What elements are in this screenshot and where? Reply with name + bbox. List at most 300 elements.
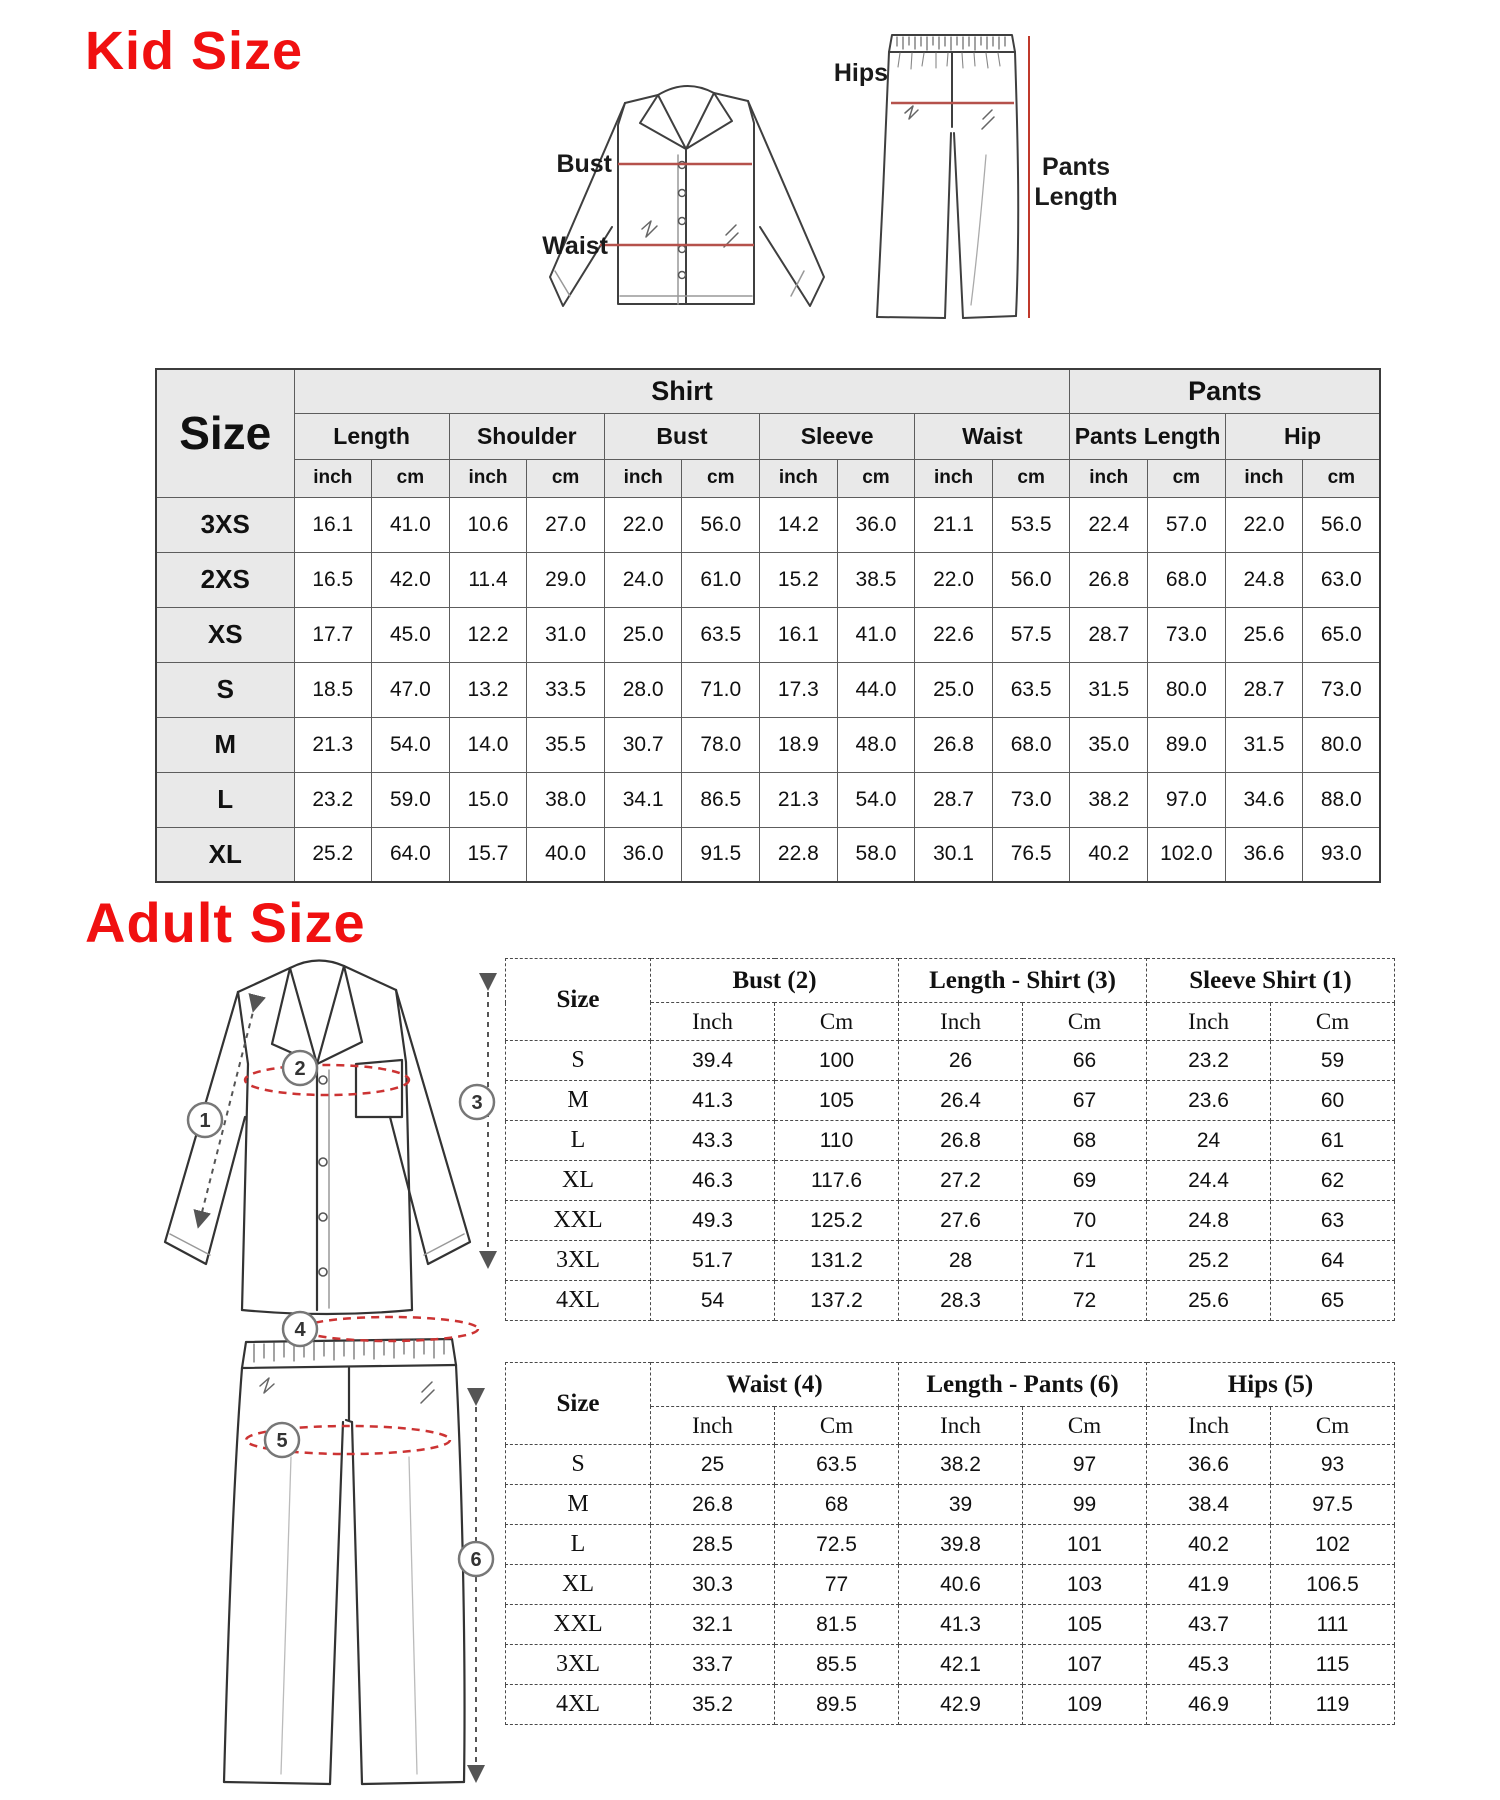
kid-table-value-cell: 45.0 <box>372 607 450 662</box>
adult-pants-table-value-cell: 77 <box>775 1565 899 1605</box>
kid-table-value-cell: 17.3 <box>760 662 838 717</box>
kid-table-value-cell: 10.6 <box>449 497 527 552</box>
adult-shirt-table-row <box>506 1081 1395 1121</box>
adult-hips-header: Hips (5) <box>1147 1363 1395 1407</box>
svg-text:3: 3 <box>471 1092 483 1114</box>
adult-shirt-table-value-cell: 49.3 <box>651 1201 775 1241</box>
adult-pants-table-value-cell: 35.2 <box>651 1685 775 1725</box>
kid-table-value-cell: 73.0 <box>1148 607 1226 662</box>
kid-table-value-cell: 28.7 <box>915 772 993 827</box>
adult-pants-table-value-cell: 38.2 <box>899 1445 1023 1485</box>
adult-shirt-table-size-label: L <box>506 1121 651 1161</box>
adult-shirt-table-value-cell: 51.7 <box>651 1241 775 1281</box>
adult-measure-4-marker <box>283 1312 317 1346</box>
kid-table-value-cell: 18.5 <box>294 662 372 717</box>
adult-measure-1-marker <box>188 1103 222 1137</box>
adult-pants-size-header: Size <box>506 1363 651 1445</box>
adult-shirt-group-row <box>506 959 1395 1003</box>
adult-pants-table-value-cell: 109 <box>1023 1685 1147 1725</box>
adult-pants-table-value-cell: 25 <box>651 1445 775 1485</box>
kid-measure-sleeve: Sleeve <box>760 413 915 459</box>
kid-measure-pants-length: Pants Length <box>1070 413 1225 459</box>
adult-pants-table-value-cell: 97.5 <box>1271 1485 1395 1525</box>
adult-shirt-table-value-cell: 131.2 <box>775 1241 899 1281</box>
kid-table-value-cell: 53.5 <box>992 497 1070 552</box>
kid-table-value-cell: 38.5 <box>837 552 915 607</box>
adult-pants-table-value-cell: 42.9 <box>899 1685 1023 1725</box>
adult-pants-drawing <box>224 1339 465 1784</box>
kid-unit-inch: inch <box>1070 459 1148 497</box>
kid-table-row <box>156 772 1380 827</box>
kid-unit-inch: inch <box>604 459 682 497</box>
kid-table-size-label: S <box>156 662 294 717</box>
kid-table-value-cell: 14.0 <box>449 717 527 772</box>
kid-shirt-drawing <box>550 86 824 306</box>
kid-table-value-cell: 38.0 <box>527 772 605 827</box>
adult-shirt-table-row <box>506 1121 1395 1161</box>
kid-unit-cm: cm <box>527 459 605 497</box>
kid-measure-shoulder: Shoulder <box>449 413 604 459</box>
adult-shirt-table-value-cell: 23.2 <box>1147 1041 1271 1081</box>
kid-unit-cm: cm <box>837 459 915 497</box>
kid-table-value-cell: 31.0 <box>527 607 605 662</box>
kid-pants-length-label-line2: Length <box>1034 183 1118 211</box>
kid-table-value-cell: 47.0 <box>372 662 450 717</box>
kid-table-value-cell: 25.0 <box>915 662 993 717</box>
kid-table-value-cell: 27.0 <box>527 497 605 552</box>
adult-shirt-table-size-label: XL <box>506 1161 651 1201</box>
kid-hips-label: Hips <box>833 59 888 87</box>
kid-table-value-cell: 18.9 <box>760 717 838 772</box>
adult-shirt-table-value-cell: 62 <box>1271 1161 1395 1201</box>
kid-table-value-cell: 36.6 <box>1225 827 1303 882</box>
adult-pants-table-value-cell: 85.5 <box>775 1645 899 1685</box>
svg-text:2: 2 <box>294 1058 306 1080</box>
svg-text:6: 6 <box>470 1549 482 1571</box>
adult-bust-header: Bust (2) <box>651 959 899 1003</box>
kid-table-value-cell: 97.0 <box>1148 772 1226 827</box>
adult-pants-table-size-label: 3XL <box>506 1645 651 1685</box>
adult-pants-table-row <box>506 1445 1395 1485</box>
adult-shirt-table-value-cell: 25.6 <box>1147 1281 1271 1321</box>
adult-shirt-table-value-cell: 69 <box>1023 1161 1147 1201</box>
kid-table-value-cell: 57.0 <box>1148 497 1226 552</box>
adult-pants-table-size-label: M <box>506 1485 651 1525</box>
kid-table-row <box>156 662 1380 717</box>
kid-table-value-cell: 40.2 <box>1070 827 1148 882</box>
kid-table-value-cell: 22.0 <box>915 552 993 607</box>
kid-table-value-cell: 68.0 <box>1148 552 1226 607</box>
kid-pants-drawing <box>877 35 1018 318</box>
adult-shirt-table-value-cell: 24.8 <box>1147 1201 1271 1241</box>
adult-shirt-table-row <box>506 1161 1395 1201</box>
kid-table-value-cell: 88.0 <box>1303 772 1381 827</box>
adult-shirt-table-value-cell: 105 <box>775 1081 899 1121</box>
kid-table-value-cell: 80.0 <box>1303 717 1381 772</box>
adult-shirt-table-value-cell: 60 <box>1271 1081 1395 1121</box>
kid-table-value-cell: 25.2 <box>294 827 372 882</box>
adult-shirt-table-size-label: 4XL <box>506 1281 651 1321</box>
kid-table-value-cell: 38.2 <box>1070 772 1148 827</box>
kid-unit-inch: inch <box>1225 459 1303 497</box>
kid-table-value-cell: 25.6 <box>1225 607 1303 662</box>
adult-shirt-table-value-cell: 137.2 <box>775 1281 899 1321</box>
kid-table-value-cell: 16.1 <box>760 607 838 662</box>
kid-table-size-label: L <box>156 772 294 827</box>
kid-table-value-cell: 28.7 <box>1070 607 1148 662</box>
kid-measure-length: Length <box>294 413 449 459</box>
adult-shirt-table-value-cell: 26.4 <box>899 1081 1023 1121</box>
kid-table-value-cell: 22.4 <box>1070 497 1148 552</box>
kid-size-table <box>155 368 1381 883</box>
adult-measurement-diagram <box>110 952 510 1800</box>
adult-pants-table-row <box>506 1685 1395 1725</box>
adult-pants-table-value-cell: 102 <box>1271 1525 1395 1565</box>
kid-size-header: Size <box>156 369 294 497</box>
adult-unit-inch: Inch <box>651 1003 775 1041</box>
adult-shirt-table-size-label: XXL <box>506 1201 651 1241</box>
kid-table-row <box>156 607 1380 662</box>
adult-sleeve-header: Sleeve Shirt (1) <box>1147 959 1395 1003</box>
adult-shirt-table-value-cell: 27.6 <box>899 1201 1023 1241</box>
kid-table-measure-row <box>156 413 1380 459</box>
adult-pants-table-value-cell: 93 <box>1271 1445 1395 1485</box>
kid-table-value-cell: 21.3 <box>760 772 838 827</box>
kid-table-value-cell: 11.4 <box>449 552 527 607</box>
kid-size-heading: Kid Size <box>85 21 304 81</box>
adult-pants-table-value-cell: 40.2 <box>1147 1525 1271 1565</box>
adult-shirt-table-value-cell: 39.4 <box>651 1041 775 1081</box>
adult-pants-table-value-cell: 101 <box>1023 1525 1147 1565</box>
kid-table-value-cell: 22.6 <box>915 607 993 662</box>
kid-table-value-cell: 59.0 <box>372 772 450 827</box>
adult-shirt-table-value-cell: 54 <box>651 1281 775 1321</box>
adult-unit-cm: Cm <box>775 1003 899 1041</box>
kid-table-value-cell: 26.8 <box>1070 552 1148 607</box>
adult-shirt-table-row <box>506 1281 1395 1321</box>
kid-table-value-cell: 54.0 <box>372 717 450 772</box>
adult-unit-inch: Inch <box>899 1003 1023 1041</box>
kid-table-value-cell: 15.2 <box>760 552 838 607</box>
kid-table-value-cell: 24.8 <box>1225 552 1303 607</box>
adult-shirt-table-value-cell: 28.3 <box>899 1281 1023 1321</box>
adult-pants-table-value-cell: 42.1 <box>899 1645 1023 1685</box>
kid-unit-inch: inch <box>294 459 372 497</box>
kid-measure-hip: Hip <box>1225 413 1380 459</box>
adult-shirt-table-value-cell: 68 <box>1023 1121 1147 1161</box>
adult-pants-table-value-cell: 39 <box>899 1485 1023 1525</box>
kid-table-value-cell: 56.0 <box>992 552 1070 607</box>
adult-pants-table-value-cell: 81.5 <box>775 1605 899 1645</box>
kid-table-value-cell: 58.0 <box>837 827 915 882</box>
kid-table-value-cell: 16.1 <box>294 497 372 552</box>
adult-unit-cm: Cm <box>1023 1003 1147 1041</box>
kid-table-value-cell: 89.0 <box>1148 717 1226 772</box>
kid-table-group-row <box>156 369 1380 413</box>
kid-table-value-cell: 36.0 <box>604 827 682 882</box>
kid-unit-cm: cm <box>1148 459 1226 497</box>
adult-pants-table-value-cell: 72.5 <box>775 1525 899 1565</box>
kid-table-value-cell: 29.0 <box>527 552 605 607</box>
kid-table-value-cell: 41.0 <box>372 497 450 552</box>
adult-shirt-size-header: Size <box>506 959 651 1041</box>
adult-shirt-table-value-cell: 65 <box>1271 1281 1395 1321</box>
kid-table-value-cell: 57.5 <box>992 607 1070 662</box>
adult-unit-cm: Cm <box>1271 1003 1395 1041</box>
kid-table-value-cell: 102.0 <box>1148 827 1226 882</box>
kid-unit-cm: cm <box>992 459 1070 497</box>
adult-pants-table-size-label: L <box>506 1525 651 1565</box>
adult-shirt-table-value-cell: 125.2 <box>775 1201 899 1241</box>
kid-table-size-label: 2XS <box>156 552 294 607</box>
adult-shirt-table-value-cell: 71 <box>1023 1241 1147 1281</box>
kid-table-value-cell: 63.5 <box>682 607 760 662</box>
kid-table-value-cell: 61.0 <box>682 552 760 607</box>
kid-measure-waist: Waist <box>915 413 1070 459</box>
adult-pants-table-row <box>506 1565 1395 1605</box>
kid-table-value-cell: 56.0 <box>682 497 760 552</box>
adult-unit-inch: Inch <box>1147 1407 1271 1445</box>
kid-table-value-cell: 14.2 <box>760 497 838 552</box>
adult-waist-header: Waist (4) <box>651 1363 899 1407</box>
kid-table-size-label: M <box>156 717 294 772</box>
adult-pants-table-value-cell: 97 <box>1023 1445 1147 1485</box>
adult-pants-table-row <box>506 1645 1395 1685</box>
kid-unit-cm: cm <box>682 459 760 497</box>
adult-pants-table-value-cell: 32.1 <box>651 1605 775 1645</box>
adult-unit-inch: Inch <box>651 1407 775 1445</box>
adult-measure-2-marker <box>283 1051 317 1085</box>
adult-shirt-table-value-cell: 43.3 <box>651 1121 775 1161</box>
kid-table-value-cell: 21.3 <box>294 717 372 772</box>
adult-shirt-table-value-cell: 26.8 <box>899 1121 1023 1161</box>
kid-table-row <box>156 827 1380 882</box>
kid-bust-label: Bust <box>556 150 612 178</box>
kid-table-value-cell: 68.0 <box>992 717 1070 772</box>
adult-pants-table-value-cell: 106.5 <box>1271 1565 1395 1605</box>
kid-table-value-cell: 73.0 <box>992 772 1070 827</box>
kid-unit-inch: inch <box>449 459 527 497</box>
kid-table-value-cell: 78.0 <box>682 717 760 772</box>
kid-table-value-cell: 63.0 <box>1303 552 1381 607</box>
kid-table-value-cell: 71.0 <box>682 662 760 717</box>
kid-table-value-cell: 56.0 <box>1303 497 1381 552</box>
kid-table-value-cell: 76.5 <box>992 827 1070 882</box>
kid-table-value-cell: 54.0 <box>837 772 915 827</box>
kid-unit-inch: inch <box>760 459 838 497</box>
kid-table-value-cell: 30.1 <box>915 827 993 882</box>
adult-pants-table-value-cell: 103 <box>1023 1565 1147 1605</box>
kid-table-value-cell: 26.8 <box>915 717 993 772</box>
kid-table-value-cell: 31.5 <box>1070 662 1148 717</box>
kid-table-row <box>156 717 1380 772</box>
kid-table-value-cell: 64.0 <box>372 827 450 882</box>
kid-waist-label: Waist <box>542 232 608 260</box>
adult-shirt-table-value-cell: 24 <box>1147 1121 1271 1161</box>
kid-table-value-cell: 15.7 <box>449 827 527 882</box>
kid-table-value-cell: 22.0 <box>1225 497 1303 552</box>
kid-table-value-cell: 35.0 <box>1070 717 1148 772</box>
adult-unit-cm: Cm <box>775 1407 899 1445</box>
kid-table-value-cell: 34.1 <box>604 772 682 827</box>
adult-shirt-table-value-cell: 59 <box>1271 1041 1395 1081</box>
adult-measure-6-marker <box>459 1542 493 1576</box>
kid-table-value-cell: 13.2 <box>449 662 527 717</box>
kid-table-value-cell: 65.0 <box>1303 607 1381 662</box>
kid-table-value-cell: 22.8 <box>760 827 838 882</box>
adult-shirt-table-value-cell: 66 <box>1023 1041 1147 1081</box>
kid-table-value-cell: 73.0 <box>1303 662 1381 717</box>
adult-pants-table-size-label: XXL <box>506 1605 651 1645</box>
adult-measure-5-marker <box>265 1423 299 1457</box>
svg-text:1: 1 <box>199 1110 211 1132</box>
adult-pants-table-value-cell: 36.6 <box>1147 1445 1271 1485</box>
adult-pants-table-value-cell: 105 <box>1023 1605 1147 1645</box>
adult-waist-ellipse <box>302 1317 478 1341</box>
kid-table-value-cell: 93.0 <box>1303 827 1381 882</box>
adult-shirt-table-value-cell: 61 <box>1271 1121 1395 1161</box>
adult-pants-table-value-cell: 28.5 <box>651 1525 775 1565</box>
kid-table-value-cell: 48.0 <box>837 717 915 772</box>
adult-shirt-table-value-cell: 70 <box>1023 1201 1147 1241</box>
kid-table-unit-row <box>156 459 1380 497</box>
adult-pants-table-value-cell: 41.3 <box>899 1605 1023 1645</box>
adult-shirt-table-value-cell: 64 <box>1271 1241 1395 1281</box>
adult-pants-table-value-cell: 45.3 <box>1147 1645 1271 1685</box>
adult-pants-table-value-cell: 63.5 <box>775 1445 899 1485</box>
kid-unit-inch: inch <box>915 459 993 497</box>
adult-pants-table-value-cell: 89.5 <box>775 1685 899 1725</box>
adult-unit-cm: Cm <box>1271 1407 1395 1445</box>
adult-pants-table-size-label: 4XL <box>506 1685 651 1725</box>
kid-table-value-cell: 24.0 <box>604 552 682 607</box>
adult-pants-table-row <box>506 1605 1395 1645</box>
kid-table-value-cell: 35.5 <box>527 717 605 772</box>
adult-pants-table-value-cell: 46.9 <box>1147 1685 1271 1725</box>
adult-pants-table-value-cell: 107 <box>1023 1645 1147 1685</box>
adult-unit-inch: Inch <box>1147 1003 1271 1041</box>
kid-table-value-cell: 12.2 <box>449 607 527 662</box>
adult-shirt-table-size-label: S <box>506 1041 651 1081</box>
adult-pants-table-value-cell: 38.4 <box>1147 1485 1271 1525</box>
adult-pants-length-header: Length - Pants (6) <box>899 1363 1147 1407</box>
kid-table-value-cell: 16.5 <box>294 552 372 607</box>
kid-table-row <box>156 497 1380 552</box>
adult-shirt-table-value-cell: 41.3 <box>651 1081 775 1121</box>
kid-table-value-cell: 30.7 <box>604 717 682 772</box>
adult-pants-table-row <box>506 1525 1395 1565</box>
kid-measurement-diagram <box>400 15 1120 325</box>
kid-shirt-group-header: Shirt <box>294 369 1070 413</box>
kid-unit-cm: cm <box>372 459 450 497</box>
adult-pants-table-value-cell: 115 <box>1271 1645 1395 1685</box>
adult-pants-table-size-label: XL <box>506 1565 651 1605</box>
kid-unit-cm: cm <box>1303 459 1381 497</box>
adult-shirt-table-value-cell: 27.2 <box>899 1161 1023 1201</box>
adult-pants-table-value-cell: 119 <box>1271 1685 1395 1725</box>
adult-pants-table-value-cell: 43.7 <box>1147 1605 1271 1645</box>
kid-pants-length-label-line1: Pants <box>1041 153 1111 181</box>
kid-table-value-cell: 15.0 <box>449 772 527 827</box>
adult-pants-group-row <box>506 1363 1395 1407</box>
kid-measure-bust: Bust <box>604 413 759 459</box>
adult-shirt-table-size-label: M <box>506 1081 651 1121</box>
kid-table-value-cell: 21.1 <box>915 497 993 552</box>
adult-shirt-table-value-cell: 25.2 <box>1147 1241 1271 1281</box>
adult-pants-table-value-cell: 99 <box>1023 1485 1147 1525</box>
adult-shirt-table-row <box>506 1241 1395 1281</box>
kid-pants-group-header: Pants <box>1070 369 1380 413</box>
adult-shirt-table-value-cell: 24.4 <box>1147 1161 1271 1201</box>
adult-shirt-table-value-cell: 67 <box>1023 1081 1147 1121</box>
adult-measure-3-marker <box>460 1085 494 1119</box>
kid-table-value-cell: 17.7 <box>294 607 372 662</box>
adult-shirt-table-value-cell: 26 <box>899 1041 1023 1081</box>
adult-shirt-table-value-cell: 63 <box>1271 1201 1395 1241</box>
kid-table-size-label: XL <box>156 827 294 882</box>
adult-pants-table-value-cell: 40.6 <box>899 1565 1023 1605</box>
svg-text:5: 5 <box>276 1430 288 1452</box>
kid-table-value-cell: 42.0 <box>372 552 450 607</box>
kid-shirt-buttons <box>679 162 686 279</box>
kid-table-value-cell: 34.6 <box>1225 772 1303 827</box>
adult-shirt-table-size-label: 3XL <box>506 1241 651 1281</box>
adult-pants-table-value-cell: 33.7 <box>651 1645 775 1685</box>
kid-table-value-cell: 86.5 <box>682 772 760 827</box>
adult-pants-table-value-cell: 39.8 <box>899 1525 1023 1565</box>
adult-shirt-table-value-cell: 72 <box>1023 1281 1147 1321</box>
kid-table-value-cell: 28.7 <box>1225 662 1303 717</box>
kid-table-value-cell: 44.0 <box>837 662 915 717</box>
adult-shirt-table-value-cell: 117.6 <box>775 1161 899 1201</box>
kid-table-value-cell: 63.5 <box>992 662 1070 717</box>
adult-shirt-table-value-cell: 100 <box>775 1041 899 1081</box>
adult-size-heading: Adult Size <box>85 891 366 954</box>
adult-shirt-table-value-cell: 46.3 <box>651 1161 775 1201</box>
adult-shirt-size-table <box>505 958 1395 1321</box>
kid-table-value-cell: 22.0 <box>604 497 682 552</box>
kid-table-value-cell: 31.5 <box>1225 717 1303 772</box>
adult-pants-table-row <box>506 1485 1395 1525</box>
kid-table-row <box>156 552 1380 607</box>
adult-pants-table-value-cell: 111 <box>1271 1605 1395 1645</box>
svg-text:4: 4 <box>294 1319 306 1341</box>
kid-table-value-cell: 28.0 <box>604 662 682 717</box>
adult-unit-inch: Inch <box>899 1407 1023 1445</box>
adult-unit-cm: Cm <box>1023 1407 1147 1445</box>
kid-table-value-cell: 41.0 <box>837 607 915 662</box>
kid-table-value-cell: 80.0 <box>1148 662 1226 717</box>
kid-table-value-cell: 23.2 <box>294 772 372 827</box>
adult-shirt-table-value-cell: 23.6 <box>1147 1081 1271 1121</box>
adult-shirt-table-row <box>506 1201 1395 1241</box>
kid-table-value-cell: 25.0 <box>604 607 682 662</box>
adult-shirt-length-header: Length - Shirt (3) <box>899 959 1147 1003</box>
adult-pants-size-table <box>505 1362 1395 1725</box>
adult-shirt-table-row <box>506 1041 1395 1081</box>
kid-table-value-cell: 40.0 <box>527 827 605 882</box>
adult-pants-table-value-cell: 68 <box>775 1485 899 1525</box>
kid-table-value-cell: 91.5 <box>682 827 760 882</box>
kid-table-value-cell: 33.5 <box>527 662 605 717</box>
adult-shirt-table-value-cell: 28 <box>899 1241 1023 1281</box>
kid-table-size-label: XS <box>156 607 294 662</box>
adult-pants-table-value-cell: 30.3 <box>651 1565 775 1605</box>
kid-table-value-cell: 36.0 <box>837 497 915 552</box>
adult-pants-table-value-cell: 41.9 <box>1147 1565 1271 1605</box>
kid-table-size-label: 3XS <box>156 497 294 552</box>
adult-pants-table-size-label: S <box>506 1445 651 1485</box>
